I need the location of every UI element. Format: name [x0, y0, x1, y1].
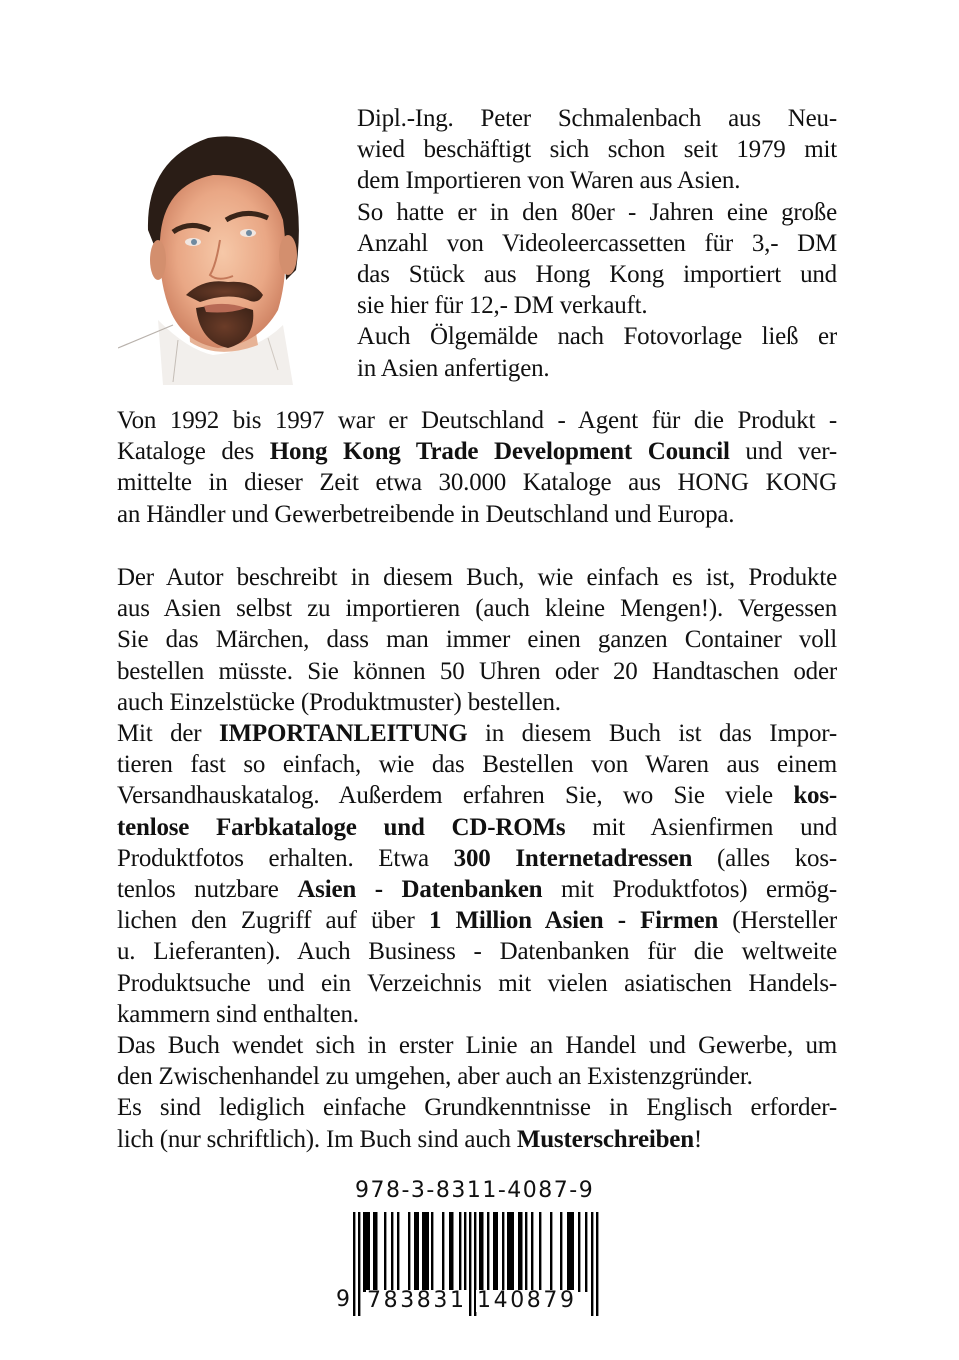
text-line: u. Lieferanten). Auch Business - Datenbanken für die weltweite: [117, 938, 837, 966]
text-line: kammern sind enthalten.: [117, 1000, 359, 1028]
text-line: Der Autor beschreibt in diesem Buch, wie einfach es ist, Produkte: [117, 564, 837, 591]
text-line: den Zwischenhandel zu umgehen, aber auch an Existenzgründer.: [117, 1063, 753, 1091]
highlight-text: 300 Internetadressen: [453, 844, 693, 872]
text-span: (Hersteller: [718, 907, 837, 935]
text-span: (alles kos-: [692, 844, 837, 872]
text-line: [117, 843, 837, 874]
text-span: Versandhauskatalog. Außerdem erfahren Sie, wo Sie viele: [117, 782, 794, 810]
intro-line: das Stück aus Hong Kong importiert und: [357, 261, 837, 289]
intro-line: sie hier für 12,- DM verkauft.: [357, 292, 648, 320]
isbn-barcode: [333, 1178, 633, 1318]
text-span: und ver-: [729, 438, 837, 466]
text-line: [117, 436, 837, 467]
book-description: [117, 562, 837, 1155]
ean-left-digits: 783831: [367, 1288, 467, 1313]
text-line: bestellen müsste. Sie können 50 Uhren oder 20 Handtaschen oder: [117, 657, 837, 685]
text-line: [117, 780, 837, 811]
text-line: Von 1992 bis 1997 war er Deutschland - Agent für die Produkt -: [117, 407, 837, 434]
text-span: lich (nur schriftlich). Im Buch sind auch: [117, 1125, 517, 1153]
text-span: Produktfotos erhalten. Etwa: [117, 844, 454, 872]
author-intro: [357, 103, 837, 384]
intro-line: Auch Ölgemälde nach Fotovorlage ließ er: [357, 323, 837, 351]
intro-line: Anzahl von Videoleercassetten für 3,- DM: [357, 229, 837, 257]
text-line: Das Buch wendet sich in erster Linie an Handel und Gewerbe, um: [117, 1032, 837, 1060]
intro-line: Dipl.-Ing. Peter Schmalenbach aus Neu-: [357, 105, 837, 132]
isbn-number: 978-3-8311-4087-9: [355, 1178, 595, 1203]
text-line: Es sind lediglich einfache Grundkenntnisse in Englisch erforder-: [117, 1094, 837, 1122]
text-line: [117, 718, 837, 749]
agent-paragraph: [117, 405, 837, 530]
text-line: Produktsuche und ein Verzeichnis mit vielen asiatischen Handels-: [117, 969, 837, 997]
text-line: [117, 905, 837, 936]
text-span: in diesem Buch ist das Impor-: [467, 720, 837, 748]
text-line: aus Asien selbst zu importieren (auch kleine Mengen!). Vergessen: [117, 595, 837, 623]
highlight-text: tenlose Farbkataloge und CD-ROMs: [117, 813, 566, 841]
ean-first-digit: 9: [336, 1287, 350, 1312]
text-span: mit Asienfirmen und: [565, 813, 837, 841]
text-span: mit Produktfotos) ermög-: [542, 876, 838, 904]
text-line: [117, 812, 837, 843]
intro-line: So hatte er in den 80er - Jahren eine große: [357, 198, 837, 226]
intro-line: wied beschäftigt sich schon seit 1979 mit: [357, 136, 837, 164]
text-span: lichen den Zugriff auf über: [117, 907, 429, 935]
text-span: Mit der: [117, 720, 219, 748]
text-span: Kataloge des: [117, 438, 270, 466]
text-line: [117, 874, 837, 905]
text-line: Sie das Märchen, dass man immer einen ganzen Container voll: [117, 626, 837, 654]
ean-right-digits: 140879: [477, 1288, 577, 1313]
text-line: tieren fast so einfach, wie das Bestellen von Waren aus einem: [117, 751, 837, 779]
text-span: !: [693, 1125, 703, 1153]
highlight-text: IMPORTANLEITUNG: [219, 720, 468, 748]
highlight-text: Musterschreiben: [516, 1125, 694, 1153]
text-line: mittelte in dieser Zeit etwa 30.000 Kataloge aus HONG KONG: [117, 469, 837, 497]
intro-line: in Asien anfertigen.: [357, 354, 550, 382]
organization-name: Hong Kong Trade Development Council: [269, 438, 730, 466]
text-line: auch Einzelstücke (Produktmuster) bestellen.: [117, 688, 561, 716]
author-portrait-image: [118, 120, 308, 385]
intro-line: dem Importieren von Waren aus Asien.: [357, 167, 741, 195]
highlight-text: kos-: [793, 782, 837, 810]
highlight-text: 1 Million Asien - Firmen: [428, 907, 719, 935]
text-line: [117, 1124, 837, 1155]
text-span: tenlos nutzbare: [117, 876, 298, 904]
text-line: an Händler und Gewerbetreibende in Deutschland und Europa.: [117, 500, 735, 528]
highlight-text: Asien - Datenbanken: [297, 876, 543, 904]
